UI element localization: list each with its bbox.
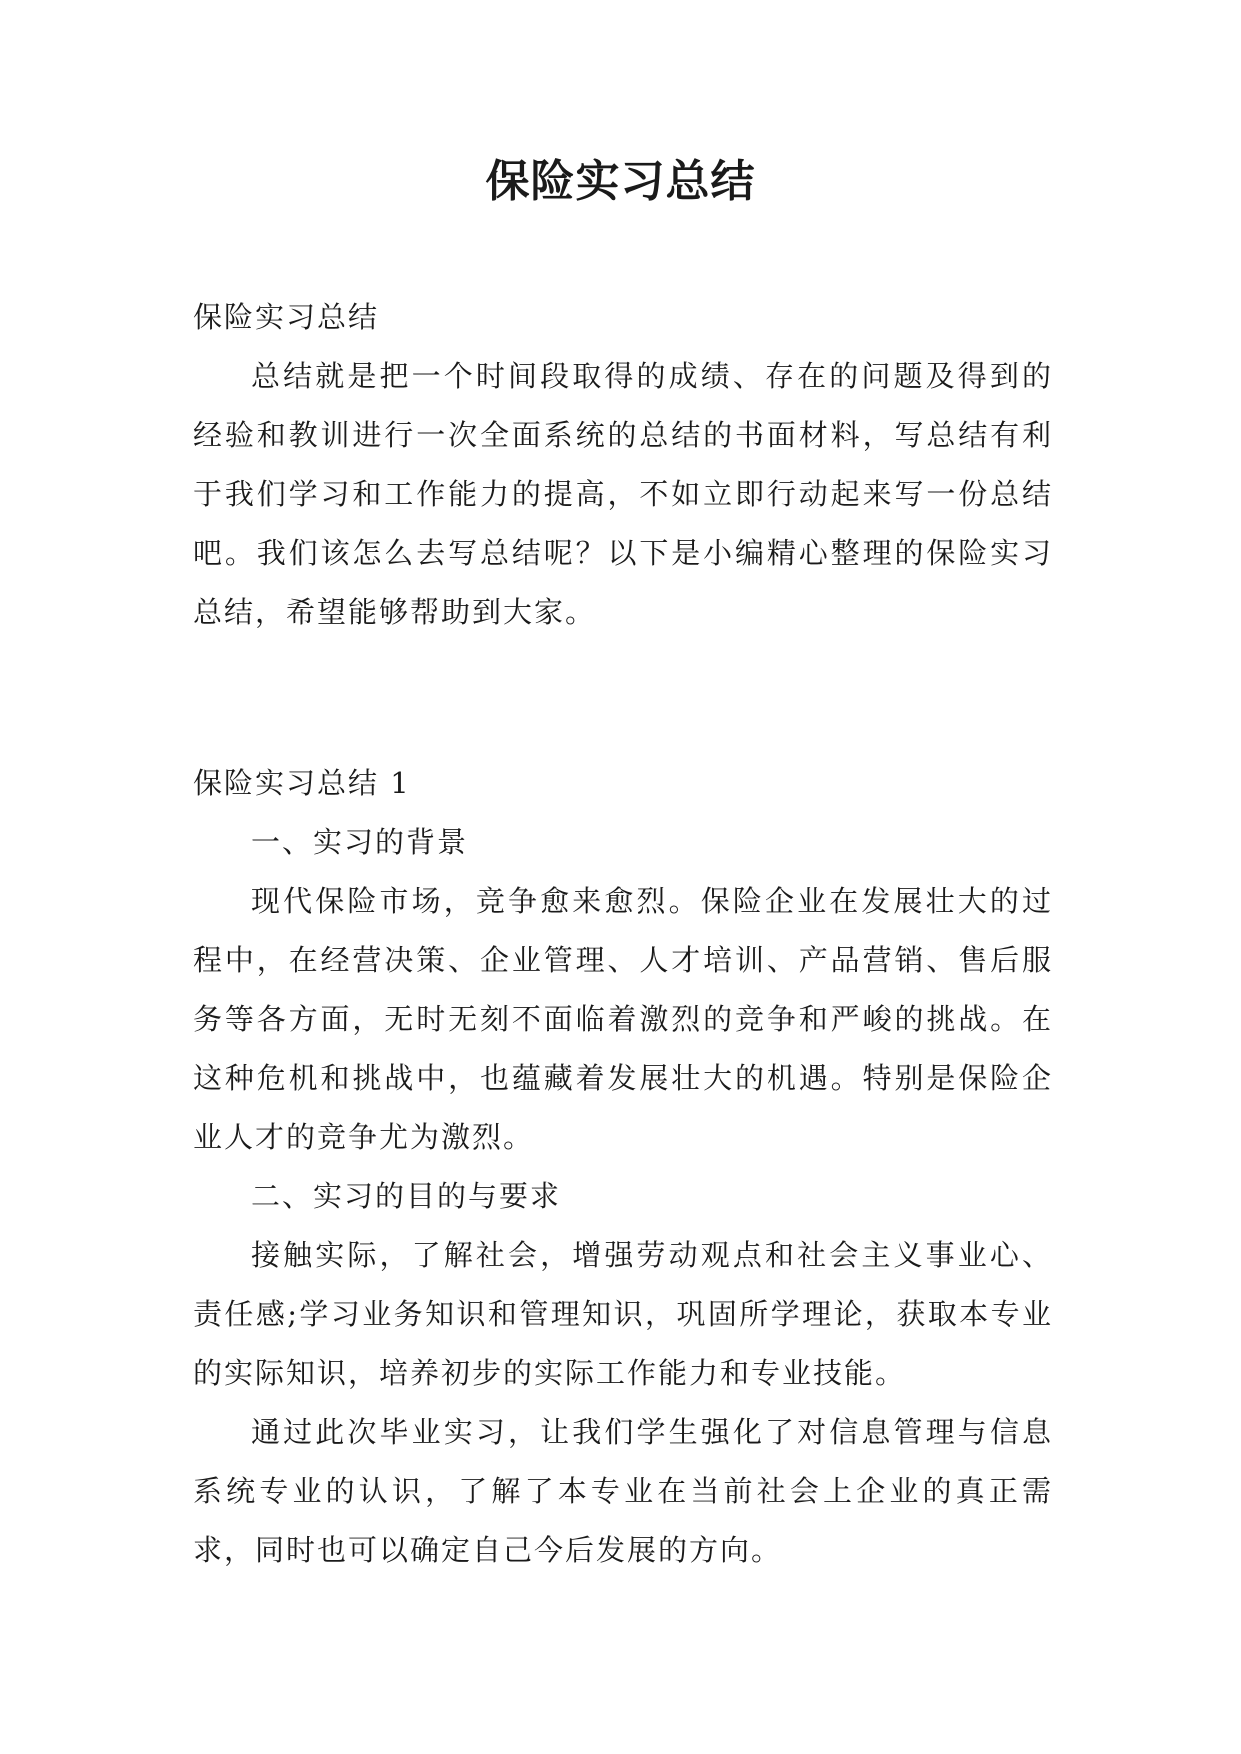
intro-block xyxy=(193,288,1053,642)
section-1-heading: 保险实习总结 1 xyxy=(193,766,411,800)
section-1-block xyxy=(193,754,1053,1580)
document-title: 保险实习总结 xyxy=(485,156,756,207)
intro-paragraph: 总结就是把一个时间段取得的成绩、存在的问题及得到的经验和教训进行一次全面系统的总结的书面材料，写总结有利于我们学习和工作能力的提高，不如立即行动起来写一份总结吧。我们该怎么去写总结呢？以下是小编精心整理的保险实习总结，希望能够帮助到大家。 xyxy=(193,359,1053,629)
subheading-goals: 二、实习的目的与要求 xyxy=(251,1179,562,1213)
paragraph-outcome: 通过此次毕业实习，让我们学生强化了对信息管理与信息系统专业的认识，了解了本专业在当前社会上企业的真正需求，同时也可以确定自己今后发展的方向。 xyxy=(193,1415,1053,1567)
paragraph-background: 现代保险市场，竞争愈来愈烈。保险企业在发展壮大的过程中，在经营决策、企业管理、人才培训、产品营销、售后服务等各方面，无时无刻不面临着激烈的竞争和严峻的挑战。在这种危机和挑战中，也蕴藏着发展壮大的机遇。特别是保险企业人才的竞争尤为激烈。 xyxy=(193,884,1053,1154)
subheading-background: 一、实习的背景 xyxy=(251,825,469,859)
paragraph-goals: 接触实际，了解社会，增强劳动观点和社会主义事业心、责任感;学习业务知识和管理知识，巩固所学理论，获取本专业的实际知识，培养初步的实际工作能力和专业技能。 xyxy=(193,1238,1053,1390)
intro-heading: 保险实习总结 xyxy=(193,300,380,334)
